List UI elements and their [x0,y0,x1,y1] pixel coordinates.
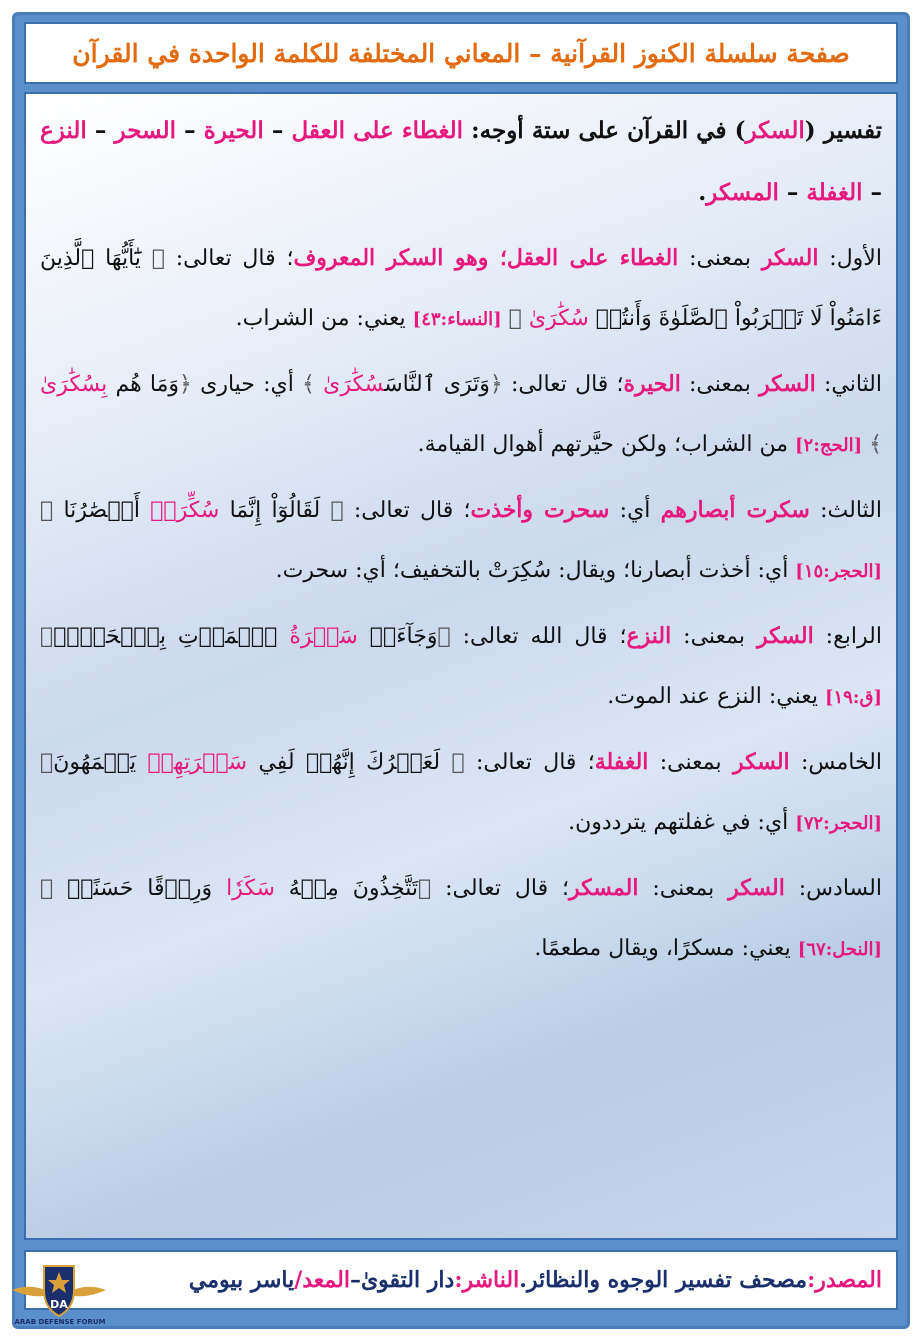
section-second-mid: أي: حيارى [191,372,303,397]
section-first-qala: ؛ قال تعالى: [164,246,294,271]
section-sixth-qala: ؛ قال تعالى: [431,876,570,901]
section-sixth-tail: يعني: مسكرًا، ويقال مطعمًا. [534,936,798,961]
section-sixth-label: السادس: [784,876,882,901]
section-fourth-verse: وَجَآءَتۡ [357,624,438,649]
section-first-label: الأول: [818,246,882,271]
section-sixth-ref: [النحل:٦٧] [797,939,882,960]
section-fourth-bima: بمعنى: [671,624,757,649]
intro-meaning-1: الغطاء على العقل [291,117,464,144]
section-fifth-meaning: الغفلة [594,749,649,775]
section-second-word: السكر [759,371,816,397]
publisher-label: الناشر: [454,1267,520,1293]
content-panel [24,92,898,1240]
section-fourth-qala: ؛ قال الله تعالى: [450,624,627,649]
intro-dash-3: – [86,117,115,144]
section-third-qala: ؛ قال تعالى: [343,498,471,523]
intro-dash-4: – [862,179,882,206]
section-second-qala: ؛ قال تعالى: [502,372,624,397]
section-fourth-label: الرابع: [813,624,882,649]
intro-prefix: تفسير ( [804,117,883,144]
intro-meaning-2: الحيرة [203,117,264,144]
section-fourth-word: السكر [756,623,814,649]
section-third [40,480,882,602]
source-label: المصدر: [807,1267,882,1293]
intro-meaning-5: الغفلة [806,179,863,206]
section-fifth-verse-2: يَعۡمَهُونَ [53,750,148,775]
verse-open-bracket: ﴿ [418,876,432,901]
section-sixth-word: السكر [728,875,785,901]
section-fifth-ref: [الحجر:٧٢] [795,813,882,834]
section-second-ref: [الحج:٢] [795,435,863,456]
section-first-verse: يَٰٓأَيُّهَا ٱلَّذِينَ ءَامَنُواْ لَا تَقۡرَبُواْ ٱلصَّلَوٰةَ وَأَنتُمۡ [40,246,882,331]
section-second [40,354,882,476]
source-separator: . [519,1267,527,1293]
section-third-ref: [الحجر:١٥] [795,561,882,582]
intro-meaning-6: المسكر [706,179,779,206]
verse-open-bracket: ﴿ [451,750,465,775]
intro-dash-5: – [778,179,807,206]
author-label: المعد/ [294,1267,350,1293]
section-sixth-bima: بمعنى: [638,876,729,901]
title-banner [24,22,898,84]
section-first-verse-highlight: سُكَٰرَىٰ [528,306,589,331]
section-fourth-tail: يعني: النزع عند الموت. [607,684,825,709]
author-name: ياسر بيومي [188,1267,295,1293]
section-fifth-label: الخامس: [789,750,882,775]
section-third-label: الثالث: [809,498,882,523]
source-dash: – [349,1267,361,1293]
section-third-tail: أي: أخذت أبصارنا؛ ويقال: سُكِرَتْ بالتخفيف؛ أي: سحرت. [275,558,796,583]
section-sixth [40,858,882,980]
section-sixth-verse: تَتَّخِذُونَ مِنۡهُ [274,876,418,901]
section-third-verse-2: أَبۡصَٰرُنَا [63,498,151,523]
intro-paragraph [40,100,882,224]
source-book: مصحف تفسير الوجوه والنظائر [526,1267,808,1293]
section-first-word: السكر [761,245,819,271]
intro-word: السكر [745,117,805,144]
section-third-verse-highlight: سُكِّرَتۡ [150,498,220,523]
section-fifth-verse-highlight: سَكۡرَتِهِمۡ [147,750,248,775]
section-fourth-ref: [ق:١٩] [824,687,882,708]
verse-close-bracket: ﴾ [501,306,529,331]
section-second-meaning: الحيرة [623,371,681,397]
section-first [40,228,882,350]
section-sixth-verse-2: وَرِزۡقًا حَسَنًاۗ [67,876,227,901]
intro-meaning-4: النزع [40,117,87,144]
publisher-name: دار التقوىٰ [360,1267,455,1293]
section-second-verse-2-highlight: بِسُكَٰرَىٰ [40,372,108,397]
section-fourth-verse-highlight: سَكۡرَةُ [289,624,358,649]
page-title: صفحة سلسلة الكنوز القرآنية – المعاني المختلفة للكلمة الواحدة في القرآن [72,38,850,68]
verse-close-bracket: ﴾ [302,372,324,397]
section-first-bima: بمعنى: [678,246,762,271]
intro-middle: ) في القرآن على ستة أوجه: [463,117,746,144]
verse-close-bracket: ﴾ [862,432,882,457]
section-second-label: الثاني: [815,372,883,397]
source-banner [24,1250,898,1310]
section-fifth-bima: بمعنى: [648,750,733,775]
verse-open-bracket: ﴿ [330,498,344,523]
section-sixth-meaning: المسكر [569,875,639,901]
section-third-meaning-2: سحرت وأخذت [470,497,610,523]
verse-open-bracket: ﴿ [489,372,503,397]
section-first-meaning: الغطاء على العقل؛ وهو السكر المعروف [293,245,679,271]
verse-open-bracket: ﴿ [179,372,192,397]
section-second-bima: بمعنى: [680,372,760,397]
verse-close-bracket: ﴾ [40,750,54,775]
section-second-tail: من الشراب؛ ولكن حيَّرتهم أهوال القيامة. [417,432,796,457]
section-fourth [40,606,882,728]
section-fourth-meaning: النزع [626,623,672,649]
section-fifth-word: السكر [732,749,790,775]
section-third-ay: أي: [609,498,661,523]
logo-letters: DA [50,1298,68,1311]
verse-open-bracket: ﴿ [437,624,451,649]
section-fifth-qala: ؛ قال تعالى: [464,750,595,775]
intro-dash-2: – [176,117,204,144]
intro-dash-1: – [263,117,292,144]
section-third-verse: لَقَالُوٓاْ إِنَّمَا [219,498,331,523]
section-fifth-tail: أي: في غفلتهم يترددون. [568,810,796,835]
verse-close-bracket: ﴾ [40,624,54,649]
logo-caption: ARAB DEFENSE FORUM [14,1318,106,1326]
section-fifth-verse: لَعَمۡرُكَ إِنَّهُمۡ لَفِي [247,750,452,775]
verse-close-bracket: ﴾ [40,876,68,901]
section-first-ref: [النساء:٤٣] [412,309,502,330]
section-second-verse-1-highlight: سُكَٰرَىٰ [323,372,385,397]
intro-meaning-3: السحر [114,117,176,144]
section-third-meaning-1: سكرت أبصارهم [660,497,810,523]
section-fourth-verse-2: ٱلۡمَوۡتِ بِٱلۡحَقِّۖ [53,624,290,649]
verse-open-bracket: ﴿ [151,246,165,271]
section-second-verse-2: وَمَا هُم [107,372,180,397]
verse-close-bracket: ﴾ [40,498,64,523]
section-sixth-verse-highlight: سَكَرٗا [226,876,275,901]
section-fifth [40,732,882,854]
section-first-tail: يعني: من الشراب. [235,306,413,331]
intro-end: . [698,179,707,206]
section-second-verse-1: وَتَرَى ٱلنَّاسَ [384,372,490,397]
